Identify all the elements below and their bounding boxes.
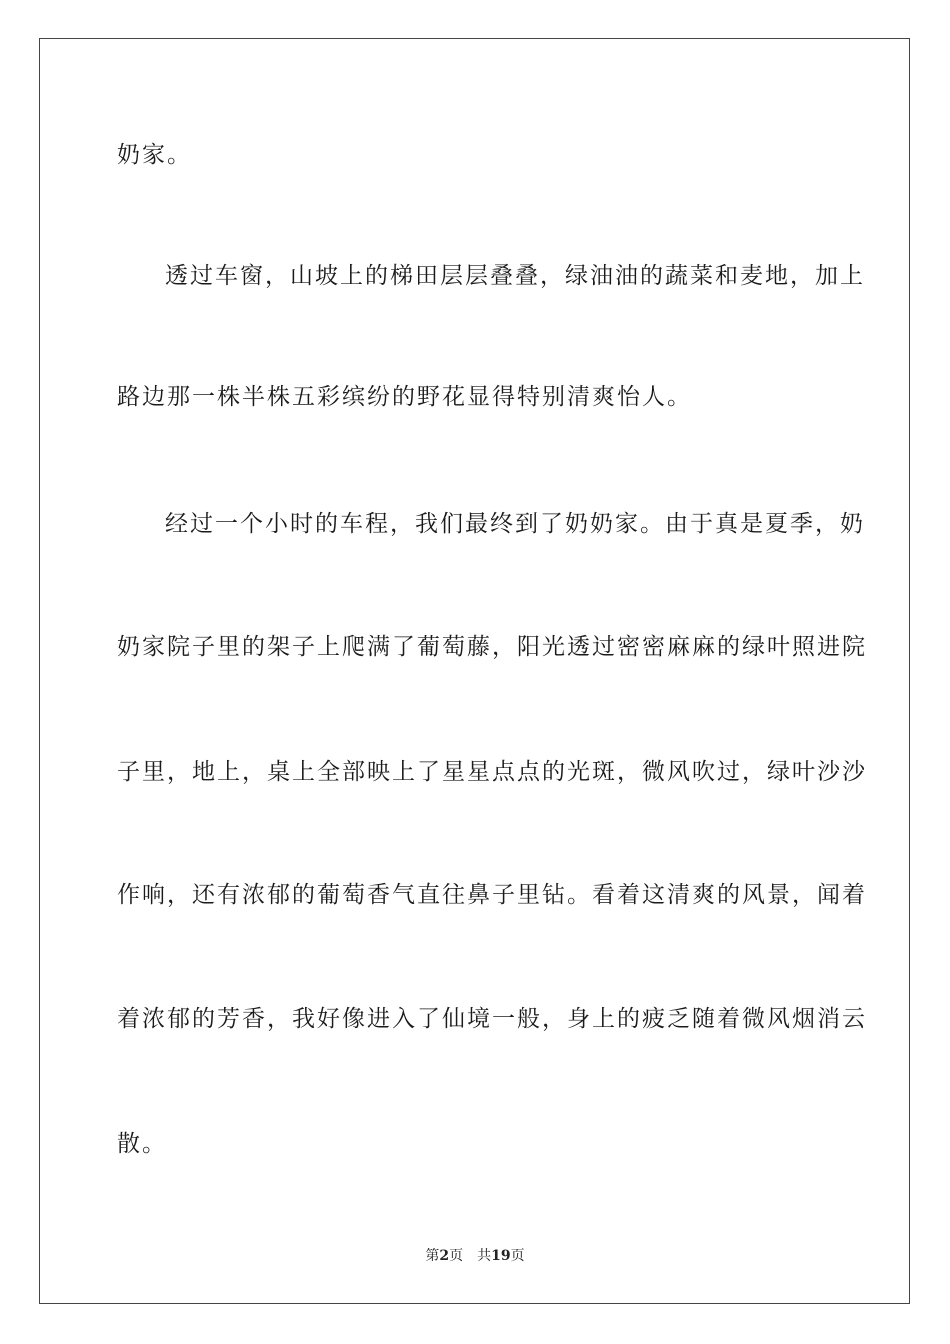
text-line-7: 作响，还有浓郁的葡萄香气直往鼻子里钻。看着这清爽的风景，闻着 xyxy=(117,882,867,908)
text-line-5: 奶家院子里的架子上爬满了葡萄藤，阳光透过密密麻麻的绿叶照进院 xyxy=(117,634,867,660)
total-suffix: 页 xyxy=(510,1248,525,1264)
text-line-6: 子里，地上，桌上全部映上了星星点点的光斑，微风吹过，绿叶沙沙 xyxy=(117,759,867,785)
page-suffix: 页 xyxy=(449,1248,464,1264)
text-line-2: 透过车窗，山坡上的梯田层层叠叠，绿油油的蔬菜和麦地，加上 xyxy=(165,263,865,289)
text-line-1: 奶家。 xyxy=(117,142,192,168)
page-border xyxy=(39,38,910,1304)
page-number: 2 xyxy=(439,1248,450,1264)
text-line-9: 散。 xyxy=(117,1131,167,1157)
total-pages: 19 xyxy=(491,1248,511,1264)
page-prefix: 第 xyxy=(425,1248,440,1264)
text-line-4: 经过一个小时的车程，我们最终到了奶奶家。由于真是夏季，奶 xyxy=(165,511,865,537)
page-footer xyxy=(0,1246,950,1266)
total-prefix: 共 xyxy=(477,1248,492,1264)
text-line-3: 路边那一株半株五彩缤纷的野花显得特别清爽怡人。 xyxy=(117,384,692,410)
text-line-8: 着浓郁的芳香，我好像进入了仙境一般，身上的疲乏随着微风烟消云 xyxy=(117,1006,867,1032)
